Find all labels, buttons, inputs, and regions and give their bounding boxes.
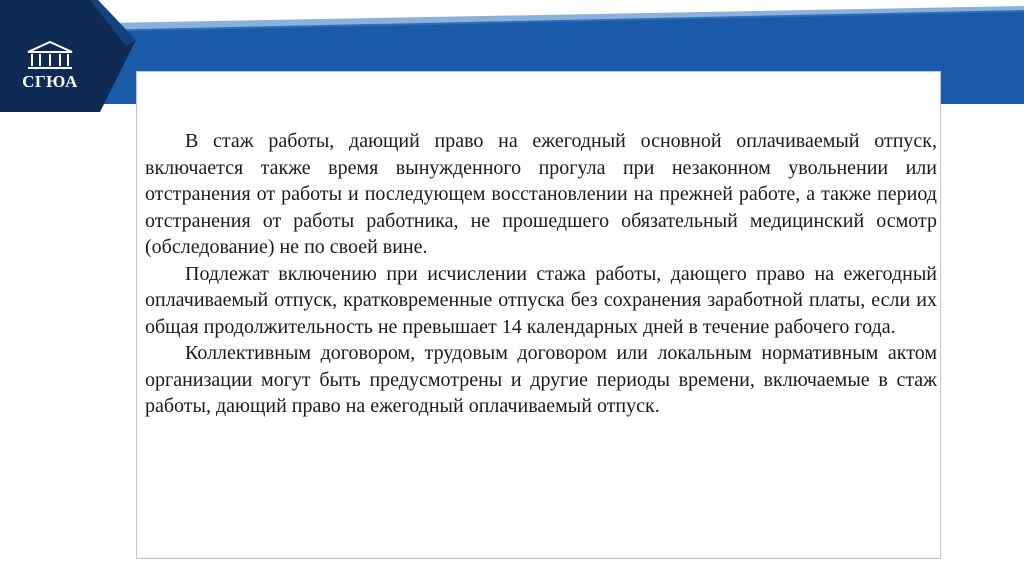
paragraph-1: В стаж работы, дающий право на ежегодный основной оплачиваемый отпуск, включается также время вынужденного прогула при незаконном увольнении или отстранения от работы и последующем восстановлении на прежней работе, а также период отстранения от работы работника, не прошедшего обязательный медицинский осмотр (обследование) не по своей вине.	[145, 130, 937, 258]
content-panel	[136, 71, 941, 559]
paragraph-2: Подлежат включению при исчислении стажа работы, дающего право на ежегодный оплачиваемый отпуск, кратковременные отпуска без сохранения заработной платы, если их общая продолжительность не превышает 14 календарных дней в течение рабочего года.	[145, 262, 937, 338]
building-icon	[24, 40, 76, 70]
logo-area	[0, 0, 140, 112]
logo-text: СГЮА	[22, 72, 78, 91]
main-text	[145, 128, 937, 420]
paragraph-3: Коллективным договором, трудовым договором или локальным нормативным актом организации могут быть предусмотрены и другие периоды времени, включаемые в стаж работы, дающий право на ежегодный оплачиваемый отпуск.	[145, 342, 937, 417]
